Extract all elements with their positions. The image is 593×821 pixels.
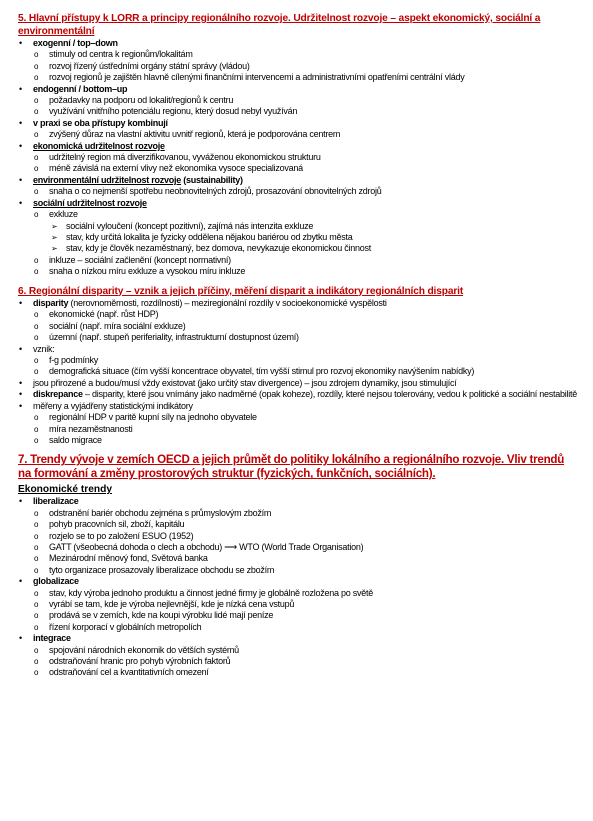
list-item: • endogenní / bottom–up <box>19 83 128 94</box>
list-item: ➢ stav, kdy určitá lokalita je fyzicky oddělena nějakou bariérou od zbytku města <box>51 231 353 242</box>
circle-marker: o <box>34 520 39 530</box>
list-item: o exkluze <box>34 209 78 220</box>
circle-marker: o <box>34 435 39 445</box>
list-item: • exogenní / top–down <box>19 38 118 48</box>
bullet-marker: • <box>19 298 22 309</box>
circle-marker: o <box>34 310 39 320</box>
circle-marker: o <box>34 645 39 655</box>
list-item: o Mezinárodní měnový fond, Světová banka <box>34 553 208 564</box>
list-item: o prodává se v zemích, kde na koupi výrobku lidé mají peníze <box>34 610 274 621</box>
list-item: o snaha o nízkou míru exkluze a vysokou míru inkluze <box>34 266 246 277</box>
list-item: o vyrábí se tam, kde je výroba nejlevnější, kde je nízká cena vstupů <box>34 598 295 609</box>
list-item: o stimuly od centra k regionům/lokalitám <box>34 49 193 60</box>
list-item: o méně závislá na externí vlivy než ekonomika vysoce specializovaná <box>34 163 303 174</box>
list-item: o regionální HDP v paritě kupní síly na jednoho obyvatele <box>34 412 257 423</box>
section-7-heading: 7. Trendy vývoje v zemích OECD a jejich průmět do politiky lokálního a regionálního rozvoje. Vliv trendů na formování a změny prostorových struktur (fyzických, funkčních, sociálních). <box>18 453 565 481</box>
list-item: o odstraňování hranic pro pohyb výrobních faktorů <box>34 656 231 666</box>
list-item: • jsou přirozené a budou/musí vždy existovat (jako určitý stav divergence) – jsou zdrojem dynamiky, jsou stimulující <box>19 377 457 388</box>
circle-marker: o <box>34 424 39 434</box>
circle-marker: o <box>34 96 39 106</box>
list-item: ➢ stav, kdy je člověk nezaměstnaný, bez domova, nevykazuje ekonomickou činnost <box>51 243 371 254</box>
list-item: o využívání vnitřního potenciálu regionu, který dosud nebyl využíván <box>34 106 298 117</box>
bullet-marker: • <box>19 117 22 128</box>
circle-marker: o <box>34 542 39 552</box>
list-item: o GATT (všeobecná dohoda o clech a obchodu) ⟶ WTO (World Trade Organisation) <box>34 541 364 552</box>
list-item: o demografická situace (čím vyšší koncentrace obyvatel, tím vyšší stimul pro rozvoj ekonomiky navýšením nabídky) <box>34 366 475 377</box>
circle-marker: o <box>34 657 39 666</box>
circle-marker: o <box>34 531 39 541</box>
bullet-marker: • <box>19 83 22 94</box>
bullet-marker: • <box>19 343 22 354</box>
circle-marker: o <box>34 50 39 60</box>
bullet-marker: • <box>19 633 22 644</box>
list-item: o inkluze – sociální začlenění (koncept normativní) <box>34 254 231 265</box>
circle-marker: o <box>34 61 39 71</box>
circle-marker: o <box>34 356 39 366</box>
list-item: o tyto organizace prosazovaly liberalizace obchodu se zbožím <box>34 564 275 575</box>
circle-marker: o <box>34 164 39 174</box>
circle-marker: o <box>34 333 39 343</box>
list-item: o spojování národních ekonomik do větších systémů <box>34 644 239 655</box>
list-item: • ekonomická udržitelnost rozvoje <box>19 140 165 151</box>
list-item: o odstranění bariér obchodu zejména s průmyslovým zbožím <box>34 507 272 518</box>
list-item: • sociální udržitelnost rozvoje <box>19 197 147 208</box>
list-item: o saldo migrace <box>34 434 102 445</box>
bullet-marker: • <box>19 389 22 400</box>
circle-marker: o <box>34 255 39 265</box>
subsection-heading: Ekonomické trendy <box>18 484 112 496</box>
circle-marker: o <box>34 611 39 621</box>
list-item: o f-g podmínky <box>34 355 99 366</box>
list-item: o odstraňování cel a kvantitativních omezení <box>34 667 209 678</box>
list-item: o pohyb pracovních sil, zboží, kapitálu <box>34 519 185 530</box>
bullet-marker: • <box>19 174 22 185</box>
list-item: o územní (např. stupeň periferiality, infrastrukturní dostupnost území) <box>34 332 299 343</box>
list-item: • integrace <box>19 633 71 644</box>
list-item: • liberalizace <box>19 496 79 507</box>
circle-marker: o <box>34 73 39 83</box>
list-item: o ekonomické (např. růst HDP) <box>34 309 159 320</box>
circle-marker: o <box>34 153 39 163</box>
list-item: o rozvoj řízený ústředními orgány státní správy (vládou) <box>34 60 250 71</box>
circle-marker: o <box>34 668 39 678</box>
bullet-marker: • <box>19 496 22 507</box>
bullet-marker: • <box>19 576 22 587</box>
circle-marker: o <box>34 107 39 117</box>
list-item: • disparity (nerovnoměrnosti, rozdílnosti) – meziregionální rozdíly v socioekonomické vyspělosti <box>19 298 387 309</box>
document-page <box>18 13 580 679</box>
circle-marker: o <box>34 565 39 575</box>
section-5-heading: 5. Hlavní přístupy k LORR a principy regionálního rozvoje. Udržitelnost rozvoje – aspekt ekonomický, sociální a environmentální <box>18 13 541 37</box>
bullet-marker: • <box>19 38 22 48</box>
list-item: • globalizace <box>19 576 79 587</box>
circle-marker: o <box>34 210 39 220</box>
circle-marker: o <box>34 367 39 377</box>
circle-marker: o <box>34 187 39 197</box>
section-6-heading: 6. Regionální disparity – vznik a jejich příčiny, měření disparit a indikátory regionálních disparit <box>18 285 464 297</box>
list-item: o řízení korporací v globálních metropolích <box>34 621 202 632</box>
list-item: • v praxi se oba přístupy kombinují <box>19 117 168 128</box>
circle-marker: o <box>34 508 39 518</box>
list-item: ➢ sociální vyloučení (koncept pozitivní), zajímá nás intenzita exkluze <box>51 220 314 231</box>
list-item: o rozvoj regionů je zajištěn hlavně cílenými finančními intervencemi a administrativními opatřeními centrální vlády <box>34 72 465 83</box>
list-item: • vznik: <box>19 343 55 354</box>
bullet-marker: • <box>19 377 22 388</box>
arrow-marker-icon: ➢ <box>51 232 58 242</box>
circle-marker: o <box>34 267 39 277</box>
list-item: o zvýšený důraz na vlastní aktivitu uvnitř regionů, která je podporována centrem <box>34 129 341 140</box>
list-item: • environmentální udržitelnost rozvoje (sustainability) <box>19 174 243 185</box>
list-item: o rozjelo se to po založení ESUO (1952) <box>34 530 194 541</box>
list-item: o sociální (např. míra sociální exkluze) <box>34 320 186 331</box>
list-item: • diskrepance – disparity, které jsou vnímány jako nadměrné (opak koheze), rozdíly, které nejsou tolerovány, vedou k politické a sociální nestabilitě <box>19 389 578 400</box>
list-item: o stav, kdy výroba jednoho produktu a činnost jedné firmy je globálně rozložena po světě <box>34 587 374 598</box>
arrow-marker-icon: ➢ <box>51 244 58 254</box>
circle-marker: o <box>34 554 39 564</box>
list-item: o snaha o co nejmenší spotřebu neobnovitelných zdrojů, prosazování obnovitelných zdrojů <box>34 186 382 197</box>
list-item: o udržitelný region má diverzifikovanou, vyváženou ekonomickou strukturu <box>34 152 321 163</box>
circle-marker: o <box>34 413 39 423</box>
list-item: o míra nezaměstnanosti <box>34 423 133 434</box>
list-item: o požadavky na podporu od lokalit/regionů k centru <box>34 95 234 106</box>
bullet-marker: • <box>19 400 22 411</box>
circle-marker: o <box>34 599 39 609</box>
circle-marker: o <box>34 622 39 632</box>
circle-marker: o <box>34 130 39 140</box>
list-item: • měřeny a vyjádřeny statistickými indikátory <box>19 400 193 411</box>
bullet-marker: • <box>19 140 22 151</box>
circle-marker: o <box>34 588 39 598</box>
circle-marker: o <box>34 321 39 331</box>
arrow-marker-icon: ➢ <box>51 221 58 231</box>
bullet-marker: • <box>19 197 22 208</box>
